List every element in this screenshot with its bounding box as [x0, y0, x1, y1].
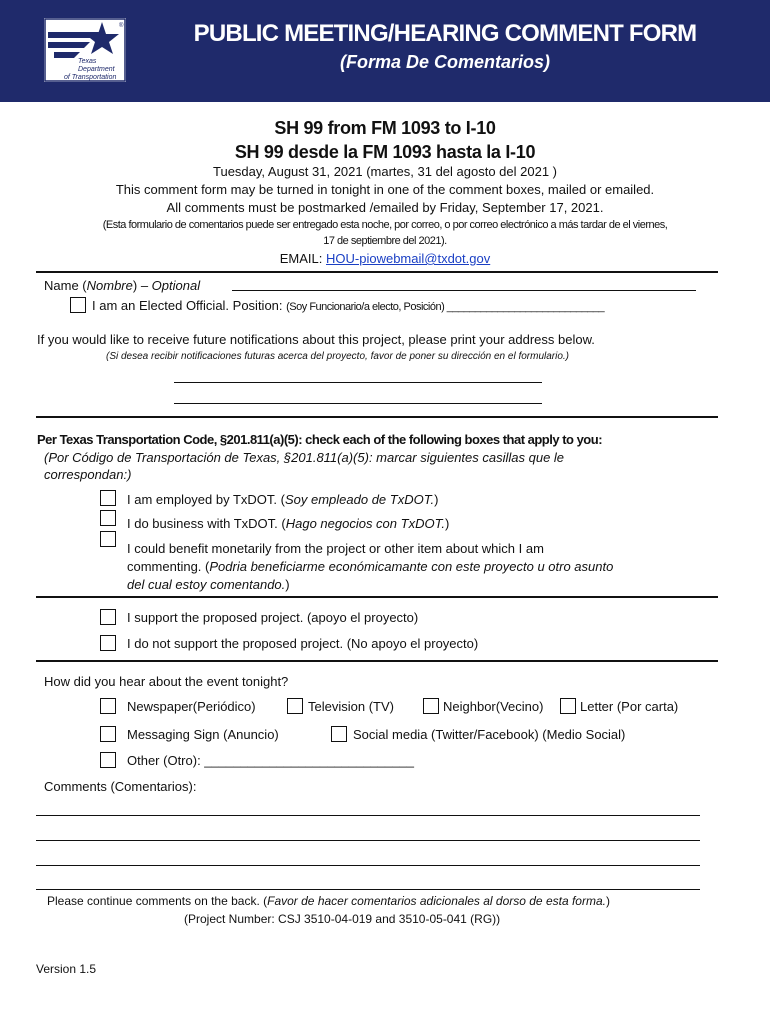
- business-label: [127, 516, 449, 531]
- letter-label: Letter (Por carta): [580, 699, 679, 714]
- benefit-line-1: I could benefit monetarily from the project or other item about which I am: [127, 541, 544, 556]
- spanish-instructions-2: 17 de septiembre del 2021).: [323, 235, 447, 247]
- email-label: EMAIL:: [279, 251, 327, 266]
- support-label: I support the proposed project. (apoyo el proyecto): [127, 610, 419, 625]
- benefit-es-3: del cual estoy comentando.: [127, 577, 286, 592]
- comments-label: Comments (Comentarios):: [44, 779, 197, 794]
- name-field[interactable]: [232, 290, 696, 291]
- turn-in-text: This comment form may be turned in tonight in one of the comment boxes, mailed or emailed.: [115, 182, 655, 197]
- business-checkbox[interactable]: [100, 510, 116, 526]
- continue-es: Favor de hacer comentarios adicionales al dorso de esta forma.: [267, 894, 606, 908]
- sign-label: Messaging Sign (Anuncio): [127, 727, 279, 742]
- name-label: [44, 278, 200, 293]
- code-heading-es-2: correspondan:): [44, 467, 132, 482]
- header-banner: [0, 0, 770, 102]
- other-checkbox[interactable]: [100, 752, 116, 768]
- logo-reg: ®: [119, 23, 124, 29]
- logo-text-1: Texas: [78, 58, 97, 65]
- newspaper-label: Newspaper(Periódico): [127, 699, 256, 714]
- hear-question: How did you hear about the event tonight?: [44, 674, 289, 689]
- txdot-logo: [44, 18, 126, 82]
- address-prompt-es: (Si desea recibir notificaciones futuras acerca del proyecto, favor de poner su dirección en el formulario.): [106, 351, 570, 362]
- continue-label: Please continue comments on the back. (: [47, 894, 268, 908]
- address-line-1[interactable]: [174, 382, 542, 383]
- comment-line[interactable]: [36, 840, 700, 841]
- form-title: PUBLIC MEETING/HEARING COMMENT FORM: [193, 20, 697, 47]
- letter-checkbox[interactable]: [560, 698, 576, 714]
- not-support-checkbox[interactable]: [100, 635, 116, 651]
- business-text: I do business with TxDOT. (: [127, 516, 286, 531]
- name-label-text: Name (: [44, 278, 87, 293]
- benefit-end: ): [285, 577, 290, 592]
- continue-text: [47, 894, 610, 908]
- address-prompt: If you would like to receive future notifications about this project, please print your address below.: [37, 332, 595, 347]
- code-heading: Per Texas Transportation Code, §201.811(a)(5): check each of the following boxes that apply to you:: [37, 432, 603, 447]
- divider: [36, 271, 718, 273]
- project-title-en: SH 99 from FM 1093 to I-10: [274, 118, 496, 138]
- name-label-dash: ) –: [132, 278, 152, 293]
- business-es: Hago negocios con TxDOT.: [285, 516, 445, 531]
- support-checkbox[interactable]: [100, 609, 116, 625]
- address-line-2[interactable]: [174, 403, 542, 404]
- elected-label-text: I am an Elected Official. Position:: [92, 298, 287, 313]
- other-label: Other (Otro): _____________________________: [127, 753, 414, 768]
- elected-official-label: [92, 298, 604, 313]
- benefit-checkbox[interactable]: [100, 531, 116, 547]
- employed-label: [127, 492, 438, 507]
- business-end: ): [444, 516, 450, 531]
- continue-end: ): [605, 894, 610, 908]
- benefit-line-2: [127, 559, 613, 574]
- divider: [36, 416, 718, 418]
- comment-line[interactable]: [36, 889, 700, 890]
- project-number: (Project Number: CSJ 3510-04-019 and 3510-05-041 (RG)): [184, 912, 501, 926]
- newspaper-checkbox[interactable]: [100, 698, 116, 714]
- benefit-text-2: commenting. (: [127, 559, 210, 574]
- form-subtitle: (Forma De Comentarios): [339, 52, 551, 72]
- social-label: Social media (Twitter/Facebook) (Medio Social): [353, 727, 626, 742]
- project-title-es: SH 99 desde la FM 1093 hasta la I-10: [234, 142, 536, 162]
- sign-checkbox[interactable]: [100, 726, 116, 742]
- not-support-label: I do not support the proposed project. (No apoyo el proyecto): [127, 636, 479, 651]
- employed-end: ): [434, 492, 439, 507]
- email-line: [0, 251, 770, 266]
- logo-text-3: of Transportation: [64, 74, 117, 81]
- postmark-text: All comments must be postmarked /emailed by Friday, September 17, 2021.: [166, 200, 604, 215]
- logo-text-2: Department: [78, 66, 115, 73]
- optional-label: Optional: [151, 278, 201, 293]
- neighbor-checkbox[interactable]: [423, 698, 439, 714]
- comment-line[interactable]: [36, 815, 700, 816]
- employed-text: I am employed by TxDOT. (: [127, 492, 285, 507]
- meeting-date: Tuesday, August 31, 2021 (martes, 31 del agosto del 2021 ): [213, 164, 557, 179]
- social-checkbox[interactable]: [331, 726, 347, 742]
- tv-checkbox[interactable]: [287, 698, 303, 714]
- benefit-line-3: [127, 577, 290, 592]
- elected-official-checkbox[interactable]: [70, 297, 86, 313]
- spanish-instructions-1: (Esta formulario de comentarios puede ser entregado esta noche, por correo, o por correo electrónico a más tardar de el viernes,: [102, 219, 668, 231]
- divider: [36, 596, 718, 598]
- email-link[interactable]: HOU-piowebmail@txdot.gov: [326, 251, 491, 266]
- employed-checkbox[interactable]: [100, 490, 116, 506]
- divider: [36, 660, 718, 662]
- code-heading-es-1: (Por Código de Transportación de Texas, §201.811(a)(5): marcar siguientes casillas que le: [44, 450, 565, 465]
- benefit-es-2: Podria beneficiarme económicamante con este proyecto u otro asunto: [209, 559, 614, 574]
- comment-line[interactable]: [36, 865, 700, 866]
- employed-es: Soy empleado de TxDOT.: [284, 492, 435, 507]
- version-label: Version 1.5: [36, 962, 97, 976]
- elected-label-es: (Soy Funcionario/a electo, Posición) ____________________________: [286, 301, 605, 313]
- tv-label: Television (TV): [308, 699, 394, 714]
- name-label-es: Nombre: [86, 278, 133, 293]
- neighbor-label: Neighbor(Vecino): [443, 699, 544, 714]
